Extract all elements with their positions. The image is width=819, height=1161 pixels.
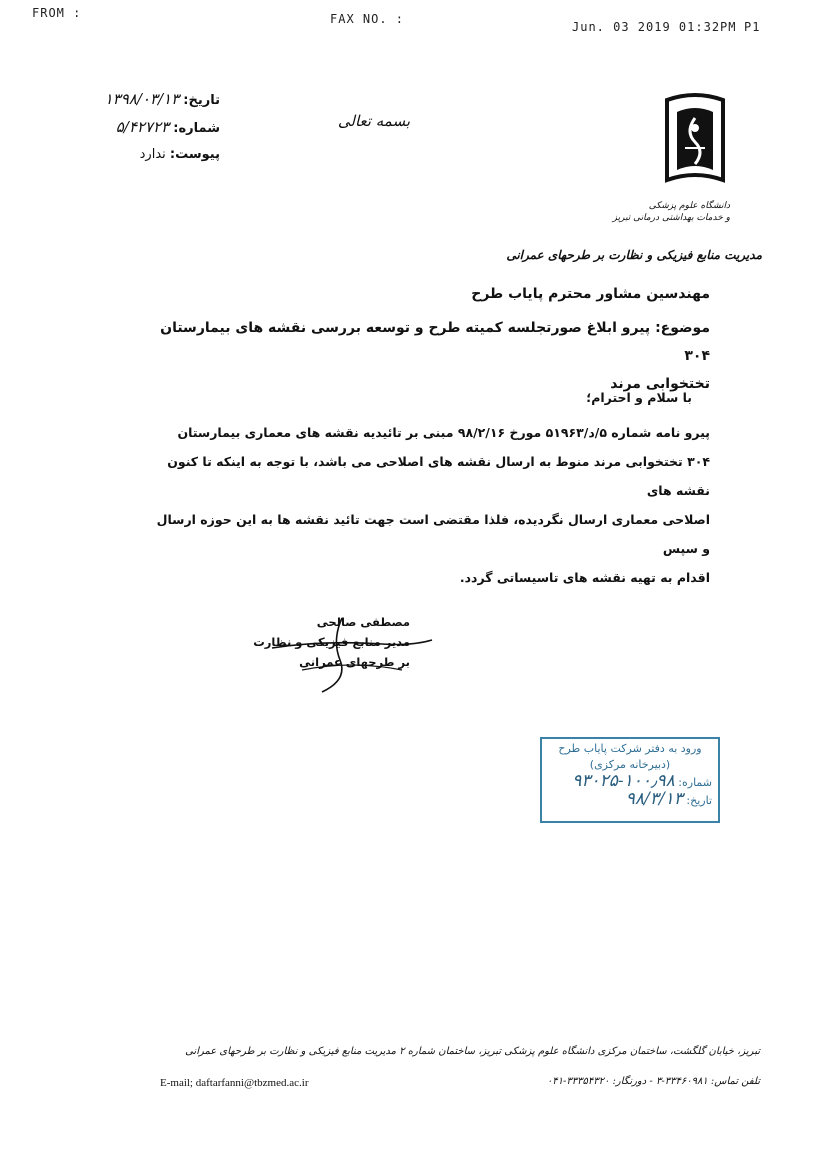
org-line1: دانشگاه علوم پزشکی: [648, 201, 730, 211]
signature-title2: بر طرحهای عمرانی: [299, 655, 410, 669]
university-logo-icon: [655, 92, 735, 202]
recipient: مهندسین مشاور محترم پایاب طرح: [471, 286, 710, 302]
subject: [150, 314, 710, 398]
body-line: پیرو نامه شماره ۵/د/۵۱۹۶۳ مورخ ۹۸/۲/۱۶ مبنی بر تائیدیه نقشه های معماری بیمارستان: [177, 425, 710, 440]
body-line: اصلاحی معماری ارسال نگردیده، فلذا مقتضی است جهت تائید نقشه ها به این حوزه ارسال و سپس: [156, 512, 710, 556]
footer-address: تبریز، خیابان گلگشت، ساختمان مرکزی دانشگاه علوم پزشکی تبریز، ساختمان شماره ۲ مدیریت منابع فیزیکی و نظارت بر طرحهای عمرانی: [185, 1046, 760, 1057]
subject-line1: [150, 314, 710, 370]
meta-attachment: [100, 142, 220, 168]
org-name: [600, 200, 730, 224]
basmala: بسمه تعالی: [337, 112, 410, 130]
subject-line2: تختخوابی مرند: [610, 376, 710, 392]
footer-email: E-mail; daftarfanni@tbzmed.ac.ir: [160, 1077, 309, 1089]
meta-attachment-value: ندارد: [139, 147, 166, 162]
meta-date-label: تاریخ:: [183, 93, 220, 108]
footer-phone: تلفن تماس: ۳۳۴۶۰۹۸۱-۳ - دورنگار: ۳۳۳۵۴۳۲۰-۰۴۱: [546, 1076, 760, 1087]
meta-attachment-label: پیوست:: [169, 147, 220, 162]
fax-datetime: Jun. 03 2019 01:32PM: [572, 20, 737, 34]
stamp-number-value: ۱۰۰٫۹۸-۹۳۰۲۵: [572, 771, 675, 791]
letter-body: [150, 418, 710, 592]
fax-number-label: FAX NO. :: [330, 12, 405, 26]
subject-label: موضوع:: [655, 320, 710, 336]
body-line: ۳۰۴ تختخوابی مرند منوط به ارسال نقشه های اصلاحی می باشد، با توجه به اینکه تا کنون نقشه های: [167, 454, 710, 498]
greeting: با سلام و احترام؛: [586, 390, 692, 405]
stamp-date-value: ۹۸/۳/۱۳: [625, 789, 683, 809]
letter-meta: [100, 86, 220, 168]
stamp-date: [548, 791, 712, 809]
receipt-stamp: [540, 737, 720, 823]
meta-number: [100, 114, 220, 142]
org-department: مدیریت منابع فیزیکی و نظارت بر طرحهای عمرانی: [506, 248, 762, 262]
meta-date-value: ۱۳۹۸/۰۳/۱۳: [104, 90, 180, 108]
stamp-number-label: شماره:: [678, 776, 712, 789]
meta-number-label: شماره:: [173, 121, 220, 136]
fax-from-label: FROM :: [32, 6, 82, 20]
signature-title1: مدیر منابع فیزیکی و نظارت: [253, 635, 410, 649]
body-line: اقدام به تهیه نقشه های تاسیساتی گردد.: [459, 570, 710, 585]
stamp-line1: ورود به دفتر شرکت پایاب طرح: [558, 742, 702, 755]
signature-name: مصطفی صالحی: [316, 615, 410, 629]
fax-page: P1: [744, 20, 761, 34]
org-line2: و خدمات بهداشتی درمانی تبریز: [612, 213, 730, 223]
meta-date: [100, 86, 220, 114]
meta-number-value: ۵/۴۲۷۲۳: [115, 118, 170, 136]
stamp-line2: (دبیرخانه مرکزی): [589, 758, 671, 771]
stamp-date-label: تاریخ:: [686, 794, 712, 807]
signature-block: [240, 612, 410, 672]
subject-text: پیرو ابلاغ صورتجلسه کمیته طرح و توسعه بررسی نقشه های بیمارستان ۳۰۴: [160, 320, 710, 364]
